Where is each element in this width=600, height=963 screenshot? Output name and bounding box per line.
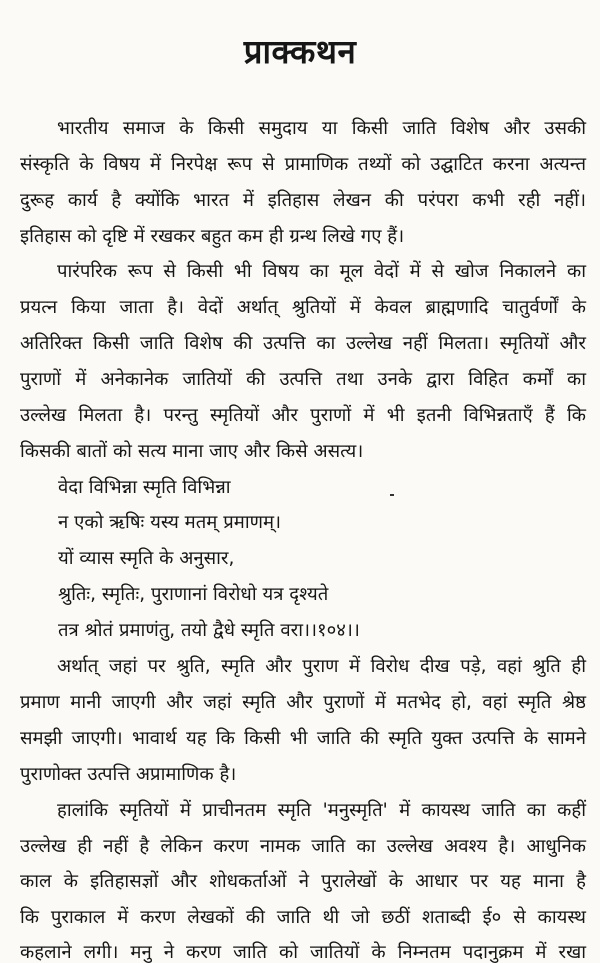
paragraph-line: अर्थात् जहां पर श्रुति, स्मृति और पुराण में विरोध दीख पड़े, वहां श्रुति ही [57, 656, 586, 677]
verse-line: यों व्यास स्मृति के अनुसार, [58, 548, 235, 569]
verse-line: श्रुतिः, स्मृतिः, पुराणानां विरोधो यत्र दृश्यते [58, 584, 329, 605]
paragraph-line: कहलाने लगी। मनु ने करण जाति को जातियों के निम्नतम पदानुक्रम में रखा [20, 942, 586, 963]
paragraph-line: दुरूह कार्य है क्योंकि भारत में इतिहास लेखन की परंपरा कभी रही नहीं। [20, 190, 586, 211]
verse-line: वेदा विभिन्ना स्मृति विभिन्ना [58, 477, 231, 498]
paragraph-line: कि पुराकाल में करण लेखकों की जाति थी जो छठीं शताब्दी ई० से कायस्थ [20, 907, 586, 928]
paragraph-line: प्रमाण मानी जाएगी और जहां स्मृति और पुराणों में मतभेद हो, वहां स्मृति श्रेष्ठ [20, 692, 586, 713]
paragraph-line: पुराणोक्त उत्पत्ति अप्रामाणिक है। [20, 764, 237, 785]
paragraph-line: भारतीय समाज के किसी समुदाय या किसी जाति विशेष और उसकी [57, 118, 586, 139]
paragraph-line: उल्लेख मिलता है। परन्तु स्मृतियों और पुराणों में भी इतनी विभिन्नताएँ हैं कि [20, 405, 586, 426]
paragraph-line: हालांकि स्मृतियों में प्राचीनतम स्मृति 'मनुस्मृति' में कायस्थ जाति का कहीं [57, 800, 586, 821]
paragraph-line: संस्कृति के विषय में निरपेक्ष रूप से प्रामाणिक तथ्यों को उद्घाटित करना अत्यन्त [20, 154, 586, 175]
paragraph-line: इतिहास को दृष्टि में रखकर बहुत कम ही ग्रन्थ लिखे गए हैं। [20, 226, 405, 247]
paragraph-line: काल के इतिहासज्ञों और शोधकर्ताओं ने पुरालेखों के आधार पर यह माना है [20, 871, 586, 892]
paragraph-line: समझी जाएगी। भावार्थ यह कि किसी भी जाति की स्मृति युक्त उत्पत्ति के सामने [20, 728, 586, 749]
paragraph-line: पुराणों में अनेकानेक जातियों की उत्पत्ति तथा उनके द्वारा विहित कर्मों का [20, 369, 586, 390]
paragraph-line: प्रयत्न किया जाता है। वेदों अर्थात् श्रुतियों में केवल ब्राह्मणादि चातुर्वर्णों के [20, 297, 586, 318]
paragraph-line: किसकी बातों को सत्य माना जाए और किसे असत्य। [20, 441, 364, 462]
paragraph-line: अतिरिक्त किसी जाति विशेष की उत्पत्ति का उल्लेख नहीं मिलता। स्मृतियों और [20, 333, 586, 354]
page-title: प्राक्कथन [243, 32, 357, 71]
verse-line: तत्र श्रोतं प्रमाणंतु, तयो द्वैधे स्मृति वरा।।१०४।। [58, 620, 360, 641]
verse-line: न एको ऋषिः यस्य मतम् प्रमाणम्। [58, 512, 282, 533]
ink-speck [390, 494, 394, 496]
paragraph-line: पारंपरिक रूप से किसी भी विषय का मूल वेदों में से खोज निकालने का [57, 261, 586, 282]
paragraph-line: उल्लेख ही नहीं है लेकिन करण नामक जाति का उल्लेख अवश्य है। आधुनिक [20, 836, 586, 857]
